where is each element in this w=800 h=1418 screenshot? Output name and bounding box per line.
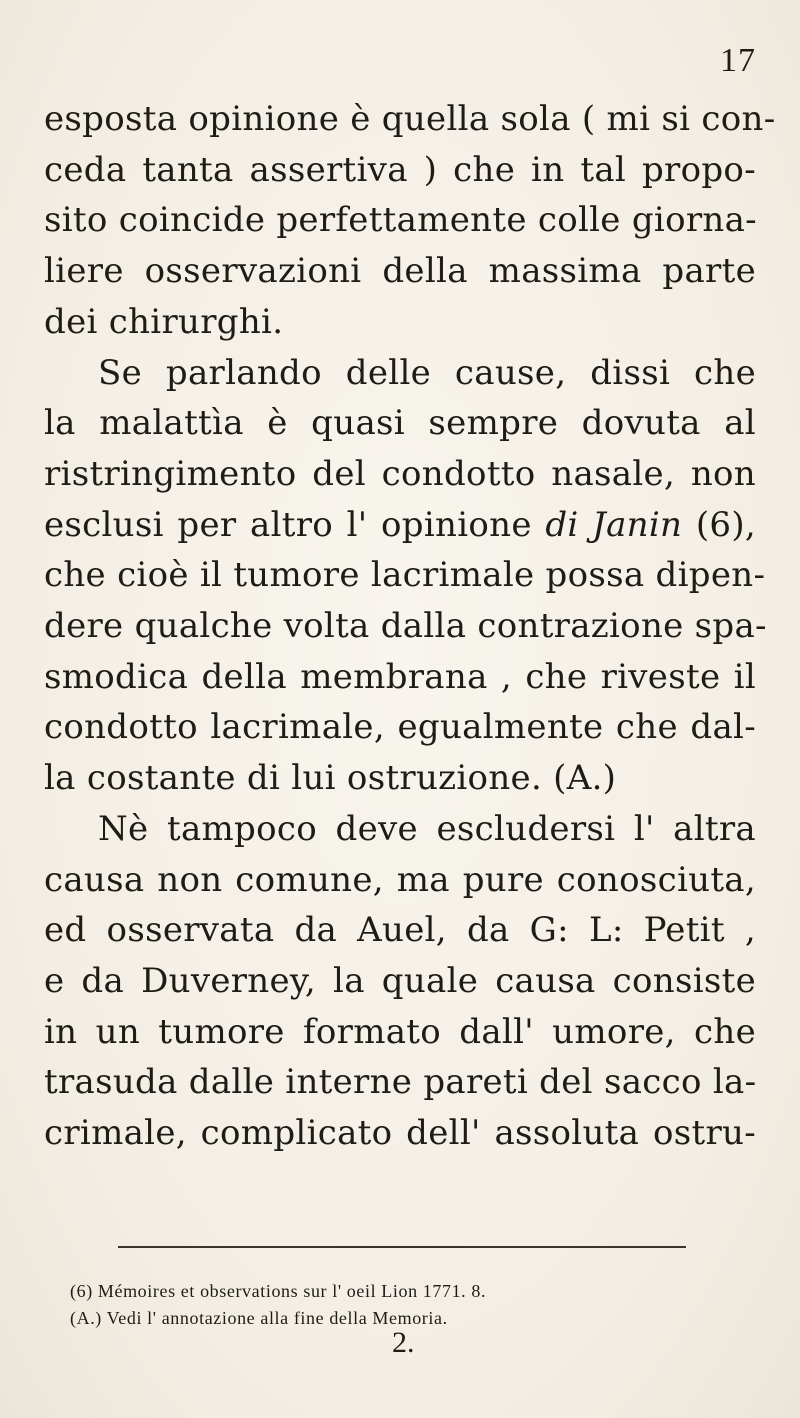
text-line: la malattìa è quasi sempre dovuta al: [44, 403, 756, 444]
text-line: esposta opinione è quella sola ( mi si con-: [44, 99, 776, 139]
text-line-start: esclusi per altro l' opinione: [44, 504, 546, 545]
text-line: crimale, complicato dell' assoluta ostru-: [44, 1113, 756, 1154]
text-line: ristringimento del condotto nasale, non: [44, 453, 756, 494]
author-citation: di Janin: [545, 504, 683, 545]
text-line: dei chirurghi.: [44, 301, 284, 342]
footnotes: [70, 1278, 740, 1332]
text-line: Nè tampoco deve escludersi l' altra: [98, 808, 756, 849]
footnote-divider: [118, 1246, 686, 1248]
footnote-ref: (6),: [682, 504, 756, 545]
text-line: condotto lacrimale, egualmente che dal-: [44, 707, 756, 748]
text-line: ed osservata da Auel, da G: L: Petit ,: [44, 910, 756, 951]
signature-mark: 2.: [392, 1326, 415, 1359]
footnote-6: (6) Mémoires et observations sur l' oeil Lion 1771. 8.: [70, 1281, 487, 1301]
text-line: in un tumore formato dall' umore, che: [44, 1011, 756, 1052]
text-line: causa non comune, ma pure conosciuta,: [44, 859, 756, 900]
text-line: trasuda dalle interne pareti del sacco la-: [44, 1062, 757, 1103]
footnote-a: (A.) Vedi l' annotazione alla fine della Memoria.: [70, 1308, 448, 1328]
text-line: sito coincide perfettamente colle giorna-: [44, 200, 757, 241]
text-line: e da Duverney, la quale causa consiste: [44, 960, 756, 1001]
text-line: smodica della membrana , che riveste il: [44, 656, 756, 697]
body-text: [44, 94, 776, 1159]
text-line: che cioè il tumore lacrimale possa dipen-: [44, 555, 766, 596]
text-line: Se parlando delle cause, dissi che: [98, 352, 756, 393]
text-line: la costante di lui ostruzione. (A.): [44, 758, 617, 799]
text-line: liere osservazioni della massima parte: [44, 251, 756, 292]
text-line: ceda tanta assertiva ) che in tal propo-: [44, 149, 756, 190]
text-line: dere qualche volta dalla contrazione spa-: [44, 606, 767, 647]
text-line-with-citation: [44, 500, 756, 551]
page-number: 17: [720, 42, 756, 79]
